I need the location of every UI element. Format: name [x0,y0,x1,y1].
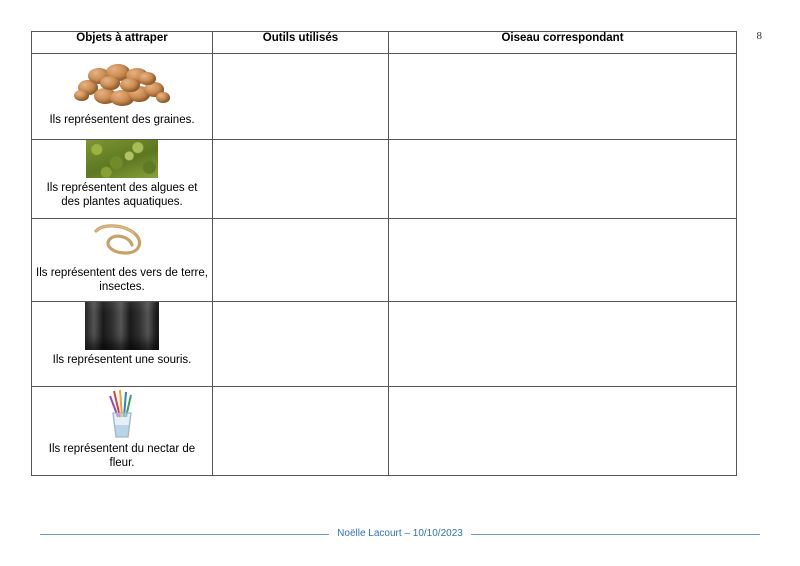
nectar-photo [100,387,144,439]
object-caption: Ils représentent du nectar de fleur. [48,443,196,469]
bird-cell[interactable] [389,140,737,219]
thumb-wrap [32,54,212,110]
tools-cell[interactable] [213,54,389,140]
table-row [32,140,737,219]
worksheet-table [31,31,737,476]
table-row [32,387,737,476]
page-number: 8 [756,30,762,42]
bird-cell[interactable] [389,219,737,302]
tools-cell[interactable] [213,387,389,476]
footer-text: Noëlle Lacourt – 10/10/2023 [337,528,463,539]
worm-photo [84,219,160,263]
object-caption: Ils représentent des vers de terre, insectes. [36,267,208,293]
tools-cell[interactable] [213,140,389,219]
thumb-wrap [32,219,212,263]
column-header-bird: Oiseau correspondant [389,32,737,54]
thumb-wrap [32,387,212,439]
algae-photo [86,140,158,178]
bird-cell[interactable] [389,302,737,387]
worm-shape [84,219,160,263]
page-footer [40,528,760,539]
seeds-photo [70,54,174,110]
tools-cell[interactable] [213,302,389,387]
footer-rule-left [40,534,329,535]
tools-cell[interactable] [213,219,389,302]
table-row [32,302,737,387]
footer-rule-right [471,534,760,535]
object-cell-seeds [32,54,213,140]
object-cell-worm [32,219,213,302]
column-header-objects: Objets à attraper [32,32,213,54]
thumb-wrap [32,140,212,178]
table-row [32,219,737,302]
object-caption: Ils représentent des graines. [49,114,195,126]
thumb-wrap [32,302,212,350]
table-header-row [32,32,737,54]
object-cell-mouse [32,302,213,387]
table-row [32,54,737,140]
object-cell-algae [32,140,213,219]
bird-cell[interactable] [389,387,737,476]
bird-cell[interactable] [389,54,737,140]
glass-with-straws-shape [100,387,144,439]
object-cell-nectar [32,387,213,476]
column-header-tools: Outils utilisés [213,32,389,54]
object-caption: Ils représentent une souris. [52,354,192,366]
mouse-photo [85,302,159,350]
object-caption: Ils représentent des algues et des plantes aquatiques. [46,182,198,208]
